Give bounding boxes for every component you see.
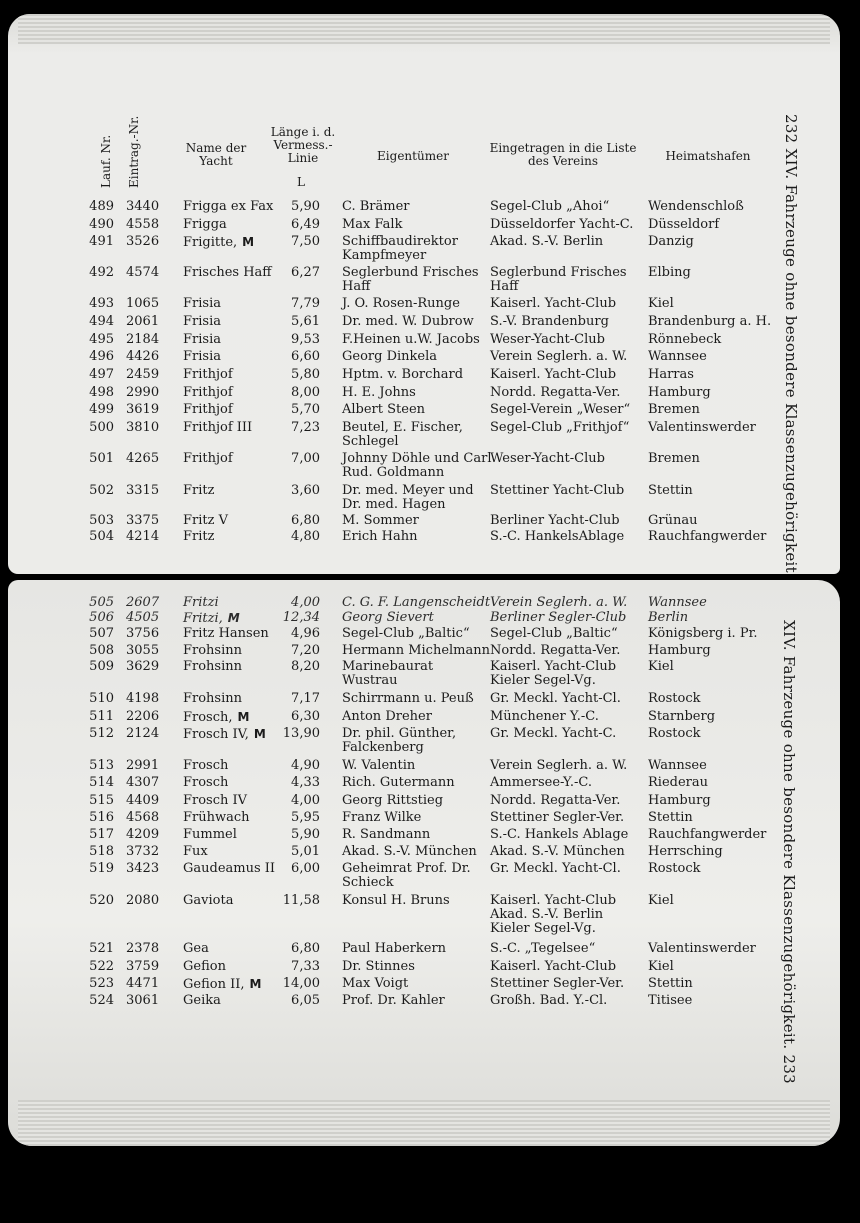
top-book-page [8,14,840,574]
cell-laenge: 5,01 [291,844,320,859]
cell-yacht-name: Frisia [183,296,221,311]
cell-eintrag-nr: 3756 [126,626,160,641]
cell-verein-liste: Segel-Club „Ahoi“ [490,199,610,214]
cell-verein-liste: S.-C. „Tegelsee“ [490,941,596,956]
cell-laenge: 7,00 [291,451,320,466]
cell-eigentuemer: Erich Hahn [342,529,418,544]
cell-laenge: 12,34 [282,610,320,625]
cell-lauf-nr: 509 [89,659,114,674]
motor-mark: M [242,235,255,249]
cell-lauf-nr: 521 [89,941,114,956]
cell-yacht-name: Frohsinn [183,643,243,658]
cell-eigentuemer: J. O. Rosen-Runge [342,296,460,311]
cell-lauf-nr: 506 [89,610,114,625]
cell-eigentuemer: Hermann Michelmann [342,643,490,658]
cell-lauf-nr: 503 [89,513,114,528]
cell-eigentuemer: Georg Rittstieg [342,793,444,808]
cell-heimatshafen: Herrsching [648,844,723,859]
cell-verein-liste: Münchener Y.-C. [490,709,599,724]
cell-yacht-name: Gefion [183,959,226,974]
cell-heimatshafen: Rauchfangwerder [648,529,767,544]
cell-heimatshafen: Rostock [648,691,701,706]
cell-verein-liste: Kaiserl. Yacht-Club Akad. S.-V. Berlin Kieler Segel-Vg. [490,893,617,936]
cell-heimatshafen: Rostock [648,726,701,741]
cell-lauf-nr: 507 [89,626,114,641]
cell-verein-liste: Kaiserl. Yacht-Club [490,367,617,382]
cell-eigentuemer: H. E. Johns [342,385,416,400]
cell-lauf-nr: 489 [89,199,114,214]
cell-eintrag-nr: 4558 [126,217,160,232]
cell-heimatshafen: Wendenschloß [648,199,744,214]
cell-verein-liste: Nordd. Regatta-Ver. [490,385,621,400]
cell-verein-liste: Kaiserl. Yacht-Club Kieler Segel-Vg. [490,659,617,688]
cell-heimatshafen: Valentinswerder [648,420,756,435]
cell-heimatshafen: Elbing [648,265,691,280]
cell-yacht-name: Frithjof [183,385,233,400]
cell-lauf-nr: 492 [89,265,114,280]
cell-lauf-nr: 522 [89,959,114,974]
cell-laenge: 3,60 [291,483,320,498]
cell-eigentuemer: Geheimrat Prof. Dr. Schieck [342,861,471,890]
cell-eintrag-nr: 2378 [126,941,160,956]
cell-laenge: 7,17 [291,691,320,706]
cell-laenge: 5,80 [291,367,320,382]
cell-yacht-name: Frigga [183,217,227,232]
cell-verein-liste: S.-C. HankelsAblage [490,529,625,544]
cell-eigentuemer: Franz Wilke [342,810,422,825]
cell-heimatshafen: Danzig [648,234,694,249]
cell-lauf-nr: 498 [89,385,114,400]
cell-lauf-nr: 519 [89,861,114,876]
cell-yacht-name: Frosch, M [183,710,250,725]
cell-eigentuemer: F.Heinen u.W. Jacobs [342,332,480,347]
cell-lauf-nr: 515 [89,793,114,808]
cell-yacht-name: Fritz [183,483,215,498]
cell-heimatshafen: Berlin [648,610,689,625]
cell-heimatshafen: Stettin [648,810,693,825]
cell-verein-liste: Nordd. Regatta-Ver. [490,643,621,658]
cell-laenge: 6,80 [291,941,320,956]
cell-heimatshafen: Rostock [648,861,701,876]
cell-eigentuemer: Hptm. v. Borchard [342,367,464,382]
cell-lauf-nr: 508 [89,643,114,658]
cell-lauf-nr: 523 [89,976,114,991]
cell-yacht-name: Frosch IV [183,793,248,808]
cell-eintrag-nr: 4505 [126,610,160,625]
cell-verein-liste: Akad. S.-V. Berlin [490,234,604,249]
cell-verein-liste: Verein Seglerh. a. W. [490,595,628,610]
cell-lauf-nr: 517 [89,827,114,842]
cell-verein-liste: S.-C. Hankels Ablage [490,827,629,842]
cell-lauf-nr: 516 [89,810,114,825]
cell-eintrag-nr: 2061 [126,314,160,329]
cell-yacht-name: Frithjof [183,451,233,466]
cell-lauf-nr: 513 [89,758,114,773]
cell-eintrag-nr: 3315 [126,483,160,498]
cell-verein-liste: Weser-Yacht-Club [490,332,605,347]
cell-eigentuemer: Segel-Club „Baltic“ [342,626,470,641]
header-eintrag-nr: Eintrag.-Nr. [127,115,141,188]
cell-yacht-name: Frisia [183,332,221,347]
cell-eigentuemer: Dr. phil. Günther, Falckenberg [342,726,457,755]
cell-eintrag-nr: 4214 [126,529,160,544]
header-heimatshafen: Heimatshafen [665,149,751,163]
page-edge [18,14,830,44]
cell-laenge: 7,20 [291,643,320,658]
cell-laenge: 5,70 [291,402,320,417]
cell-lauf-nr: 518 [89,844,114,859]
page-side-header-233: XIV. Fahrzeuge ohne besondere Klassenzugehörigkeit. 233 [780,620,798,1085]
cell-eigentuemer: C. Brämer [342,199,410,214]
cell-eintrag-nr: 2991 [126,758,160,773]
header-laenge-unit: L [297,175,305,189]
cell-yacht-name: Fritzi, M [183,611,240,626]
cell-eintrag-nr: 4471 [126,976,160,991]
cell-laenge: 5,90 [291,199,320,214]
cell-laenge: 7,79 [291,296,320,311]
cell-yacht-name: Frithjof [183,402,233,417]
cell-heimatshafen: Stettin [648,483,693,498]
cell-eigentuemer: Max Voigt [342,976,409,991]
cell-eigentuemer: Marinebaurat Wustrau [342,659,434,688]
cell-lauf-nr: 496 [89,349,114,364]
cell-eigentuemer: Georg Sievert [342,610,434,625]
cell-eintrag-nr: 4265 [126,451,160,466]
cell-heimatshafen: Hamburg [648,643,711,658]
cell-yacht-name: Frisia [183,314,221,329]
cell-eintrag-nr: 4426 [126,349,160,364]
cell-eintrag-nr: 4198 [126,691,160,706]
cell-lauf-nr: 491 [89,234,114,249]
cell-eintrag-nr: 1065 [126,296,160,311]
cell-eigentuemer: Beutel, E. Fischer, Schlegel [342,420,463,449]
cell-yacht-name: Frisches Haff [183,265,272,280]
cell-yacht-name: Frithjof III [183,420,253,435]
cell-laenge: 8,20 [291,659,320,674]
cell-laenge: 9,53 [291,332,320,347]
cell-eigentuemer: W. Valentin [342,758,416,773]
cell-lauf-nr: 490 [89,217,114,232]
cell-lauf-nr: 499 [89,402,114,417]
cell-eintrag-nr: 2990 [126,385,160,400]
cell-lauf-nr: 512 [89,726,114,741]
cell-eigentuemer: M. Sommer [342,513,419,528]
header-name: Name der Yacht [185,141,247,168]
cell-laenge: 4,96 [291,626,320,641]
cell-eigentuemer: Max Falk [342,217,403,232]
cell-heimatshafen: Riederau [648,775,708,790]
cell-heimatshafen: Grünau [648,513,698,528]
motor-mark: M [253,727,266,741]
cell-eintrag-nr: 4409 [126,793,160,808]
cell-heimatshafen: Wannsee [648,758,707,773]
cell-yacht-name: Frisia [183,349,221,364]
cell-laenge: 6,60 [291,349,320,364]
cell-laenge: 7,23 [291,420,320,435]
cell-yacht-name: Gaudeamus II [183,861,276,876]
cell-verein-liste: Segel-Verein „Weser“ [490,402,631,417]
cell-heimatshafen: Titisee [648,993,693,1008]
cell-eintrag-nr: 3526 [126,234,160,249]
cell-heimatshafen: Königsberg i. Pr. [648,626,758,641]
cell-eigentuemer: Albert Steen [342,402,426,417]
cell-verein-liste: Kaiserl. Yacht-Club [490,959,617,974]
cell-yacht-name: Frosch [183,758,229,773]
cell-eigentuemer: Johnny Döhle und Carl Rud. Goldmann [342,451,492,480]
cell-eintrag-nr: 2080 [126,893,160,908]
cell-eigentuemer: Konsul H. Bruns [342,893,450,908]
cell-verein-liste: Gr. Meckl. Yacht-Cl. [490,861,621,876]
cell-heimatshafen: Kiel [648,893,674,908]
cell-eintrag-nr: 4209 [126,827,160,842]
cell-yacht-name: Frosch IV, M [183,727,266,742]
cell-eintrag-nr: 4307 [126,775,160,790]
cell-lauf-nr: 510 [89,691,114,706]
cell-heimatshafen: Rauchfangwerder [648,827,767,842]
cell-laenge: 4,80 [291,529,320,544]
cell-eintrag-nr: 3440 [126,199,160,214]
cell-verein-liste: Akad. S.-V. München [490,844,625,859]
cell-laenge: 6,49 [291,217,320,232]
cell-eigentuemer: Akad. S.-V. München [342,844,477,859]
cell-laenge: 8,00 [291,385,320,400]
cell-verein-liste: Gr. Meckl. Yacht-C. [490,726,617,741]
cell-eintrag-nr: 3810 [126,420,160,435]
cell-verein-liste: Weser-Yacht-Club [490,451,605,466]
header-liste: Eingetragen in die Liste des Vereins [489,141,637,168]
cell-eintrag-nr: 4568 [126,810,160,825]
cell-heimatshafen: Wannsee [648,595,707,610]
motor-mark: M [249,977,262,991]
cell-eintrag-nr: 2184 [126,332,160,347]
cell-heimatshafen: Harras [648,367,694,382]
cell-laenge: 6,05 [291,993,320,1008]
cell-laenge: 6,80 [291,513,320,528]
cell-laenge: 6,30 [291,709,320,724]
cell-eigentuemer: Georg Dinkela [342,349,438,364]
cell-laenge: 5,90 [291,827,320,842]
cell-heimatshafen: Kiel [648,659,674,674]
cell-lauf-nr: 497 [89,367,114,382]
cell-lauf-nr: 494 [89,314,114,329]
cell-eigentuemer: R. Sandmann [342,827,431,842]
cell-eintrag-nr: 2206 [126,709,160,724]
cell-laenge: 14,00 [282,976,320,991]
cell-heimatshafen: Bremen [648,402,700,417]
cell-heimatshafen: Kiel [648,959,674,974]
cell-yacht-name: Gea [183,941,209,956]
cell-lauf-nr: 504 [89,529,114,544]
cell-yacht-name: Gefion II, M [183,977,262,992]
cell-lauf-nr: 520 [89,893,114,908]
page-side-header-232: 232 XIV. Fahrzeuge ohne besondere Klassenzugehörigkeit [782,114,800,573]
header-lauf-nr: Lauf. Nr. [99,134,113,188]
cell-verein-liste: Nordd. Regatta-Ver. [490,793,621,808]
cell-eigentuemer: Dr. med. Meyer und Dr. med. Hagen [342,483,474,512]
cell-lauf-nr: 500 [89,420,114,435]
cell-laenge: 13,90 [282,726,320,741]
cell-eintrag-nr: 3375 [126,513,160,528]
cell-eigentuemer: Dr. med. W. Dubrow [342,314,474,329]
cell-laenge: 5,95 [291,810,320,825]
cell-laenge: 6,00 [291,861,320,876]
cell-yacht-name: Fummel [183,827,237,842]
cell-yacht-name: Frigitte, M [183,235,255,250]
cell-yacht-name: Frohsinn [183,659,243,674]
motor-mark: M [227,611,240,625]
bottom-book-page [8,580,840,1146]
cell-lauf-nr: 502 [89,483,114,498]
cell-yacht-name: Frigga ex Fax [183,199,274,214]
cell-yacht-name: Frühwach [183,810,250,825]
cell-laenge: 4,00 [291,595,320,610]
cell-eigentuemer: Seglerbund Frisches Haff [342,265,479,294]
cell-verein-liste: Stettiner Segler-Ver. [490,810,625,825]
cell-verein-liste: Verein Seglerh. a. W. [490,758,628,773]
cell-eigentuemer: Schirrmann u. Peuß [342,691,474,706]
cell-yacht-name: Fux [183,844,208,859]
cell-heimatshafen: Brandenburg a. H. [648,314,772,329]
cell-laenge: 11,58 [282,893,320,908]
cell-heimatshafen: Stettin [648,976,693,991]
cell-laenge: 6,27 [291,265,320,280]
cell-yacht-name: Fritz Hansen [183,626,269,641]
cell-heimatshafen: Rönnebeck [648,332,722,347]
cell-heimatshafen: Wannsee [648,349,707,364]
cell-yacht-name: Frosch [183,775,229,790]
cell-heimatshafen: Hamburg [648,385,711,400]
cell-yacht-name: Fritz V [183,513,228,528]
cell-heimatshafen: Kiel [648,296,674,311]
cell-verein-liste: Seglerbund Frisches Haff [490,265,627,294]
cell-verein-liste: Berliner Segler-Club [490,610,627,625]
cell-verein-liste: Berliner Yacht-Club [490,513,620,528]
cell-verein-liste: Kaiserl. Yacht-Club [490,296,617,311]
cell-eintrag-nr: 4574 [126,265,160,280]
cell-laenge: 5,61 [291,314,320,329]
cell-verein-liste: Segel-Club „Baltic“ [490,626,618,641]
cell-eintrag-nr: 3061 [126,993,160,1008]
cell-eigentuemer: Anton Dreher [342,709,432,724]
cell-verein-liste: Stettiner Segler-Ver. [490,976,625,991]
cell-verein-liste: Düsseldorfer Yacht-C. [490,217,634,232]
cell-heimatshafen: Starnberg [648,709,716,724]
cell-laenge: 7,50 [291,234,320,249]
cell-eintrag-nr: 2124 [126,726,160,741]
cell-verein-liste: Verein Seglerh. a. W. [490,349,628,364]
cell-lauf-nr: 501 [89,451,114,466]
cell-eintrag-nr: 3732 [126,844,160,859]
cell-eigentuemer: Prof. Dr. Kahler [342,993,445,1008]
cell-yacht-name: Geika [183,993,221,1008]
cell-heimatshafen: Hamburg [648,793,711,808]
cell-laenge: 4,33 [291,775,320,790]
cell-lauf-nr: 524 [89,993,114,1008]
cell-eigentuemer: Rich. Gutermann [342,775,455,790]
motor-mark: M [237,710,250,724]
cell-eigentuemer: Schiffbaudirektor Kampfmeyer [342,234,458,263]
cell-yacht-name: Frithjof [183,367,233,382]
cell-verein-liste: Gr. Meckl. Yacht-Cl. [490,691,621,706]
cell-eigentuemer: C. G. F. Langenscheidt [342,595,491,610]
cell-verein-liste: Ammersee-Y.-C. [490,775,593,790]
cell-heimatshafen: Düsseldorf [648,217,720,232]
cell-lauf-nr: 493 [89,296,114,311]
cell-laenge: 4,00 [291,793,320,808]
cell-lauf-nr: 514 [89,775,114,790]
cell-eintrag-nr: 3055 [126,643,160,658]
cell-verein-liste: S.-V. Brandenburg [490,314,609,329]
cell-yacht-name: Fritz [183,529,215,544]
cell-verein-liste: Stettiner Yacht-Club [490,483,625,498]
cell-verein-liste: Großh. Bad. Y.-Cl. [490,993,608,1008]
cell-yacht-name: Fritzi [183,595,219,610]
cell-eintrag-nr: 3423 [126,861,160,876]
page-edge [18,1100,830,1146]
cell-laenge: 7,33 [291,959,320,974]
cell-lauf-nr: 495 [89,332,114,347]
cell-eintrag-nr: 2459 [126,367,160,382]
cell-lauf-nr: 505 [89,595,114,610]
cell-eintrag-nr: 2607 [126,595,160,610]
cell-heimatshafen: Valentinswerder [648,941,756,956]
header-eigentuemer: Eigentümer [377,149,449,163]
cell-heimatshafen: Bremen [648,451,700,466]
header-laenge: Länge i. d. Vermess.-Linie [270,125,336,165]
cell-yacht-name: Gaviota [183,893,234,908]
cell-lauf-nr: 511 [89,709,114,724]
cell-eintrag-nr: 3619 [126,402,160,417]
cell-yacht-name: Frohsinn [183,691,243,706]
cell-eintrag-nr: 3629 [126,659,160,674]
cell-eigentuemer: Paul Haberkern [342,941,447,956]
cell-eigentuemer: Dr. Stinnes [342,959,415,974]
cell-eintrag-nr: 3759 [126,959,160,974]
cell-verein-liste: Segel-Club „Frithjof“ [490,420,630,435]
cell-laenge: 4,90 [291,758,320,773]
